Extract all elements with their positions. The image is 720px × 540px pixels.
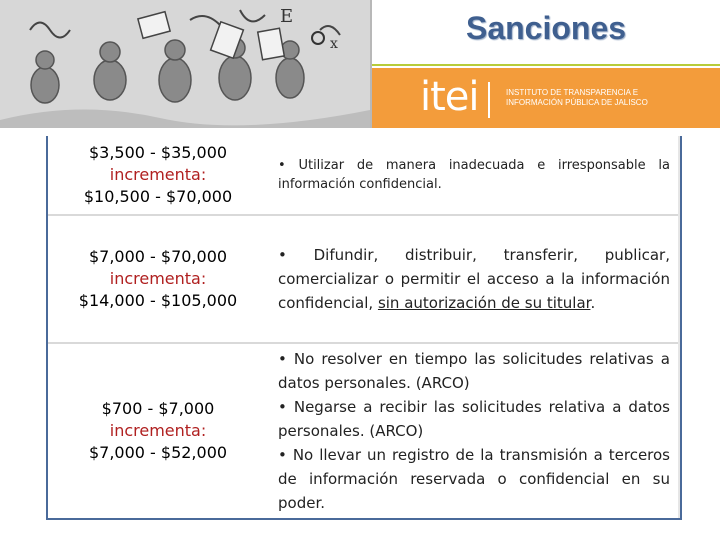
infraction-item: • Negarse a recibir las solicitudes relativa a datos personales. (ARCO): [278, 398, 670, 440]
increase-label: incrementa:: [109, 165, 207, 184]
infraction-text: • Utilizar de manera inadecuada e irresponsable la información confidencial.: [278, 158, 670, 192]
increase-range: $14,000 - $105,000: [78, 291, 238, 310]
increase-label: incrementa:: [109, 269, 207, 288]
people-chasing-documents-illustration: [0, 0, 370, 128]
itei-logo: itei: [420, 74, 479, 120]
institute-name-line1: INSTITUTO DE TRANSPARENCIA E: [506, 88, 639, 97]
fine-range: $3,500 - $35,000: [88, 143, 228, 162]
infraction-item: • No resolver en tiempo las solicitudes relativas a datos personales. (ARCO): [278, 350, 670, 392]
infraction-text-part: • Difundir, distribuir, transferir, publicar, comercializar o permitir el acceso a la información confidencial,: [278, 246, 670, 312]
fine-range: $700 - $7,000: [101, 399, 215, 418]
institute-name-line2: INFORMACIÓN PÚBLICA DE JALISCO: [506, 98, 648, 107]
increase-range: $7,000 - $52,000: [88, 443, 228, 462]
increase-label: incrementa:: [109, 421, 207, 440]
svg-text:E: E: [280, 6, 294, 27]
accent-line: [372, 64, 720, 66]
institute-name: [506, 88, 648, 108]
page-title: Sanciones: [465, 10, 627, 46]
infraction-item: • No llevar un registro de la transmisión a terceros de información reservada o confidencial en su poder.: [278, 446, 670, 512]
infraction-text-underlined: sin autorización de su titular: [377, 294, 591, 312]
logo-separator: [488, 82, 490, 118]
table-frame: [46, 136, 682, 520]
cartoon-illustration: [0, 0, 370, 128]
svg-text:x: x: [330, 36, 338, 52]
infraction-text-end: .: [590, 294, 596, 312]
increase-range: $10,500 - $70,000: [83, 187, 233, 206]
fine-range: $7,000 - $70,000: [88, 247, 228, 266]
institute-banner: [372, 68, 720, 128]
